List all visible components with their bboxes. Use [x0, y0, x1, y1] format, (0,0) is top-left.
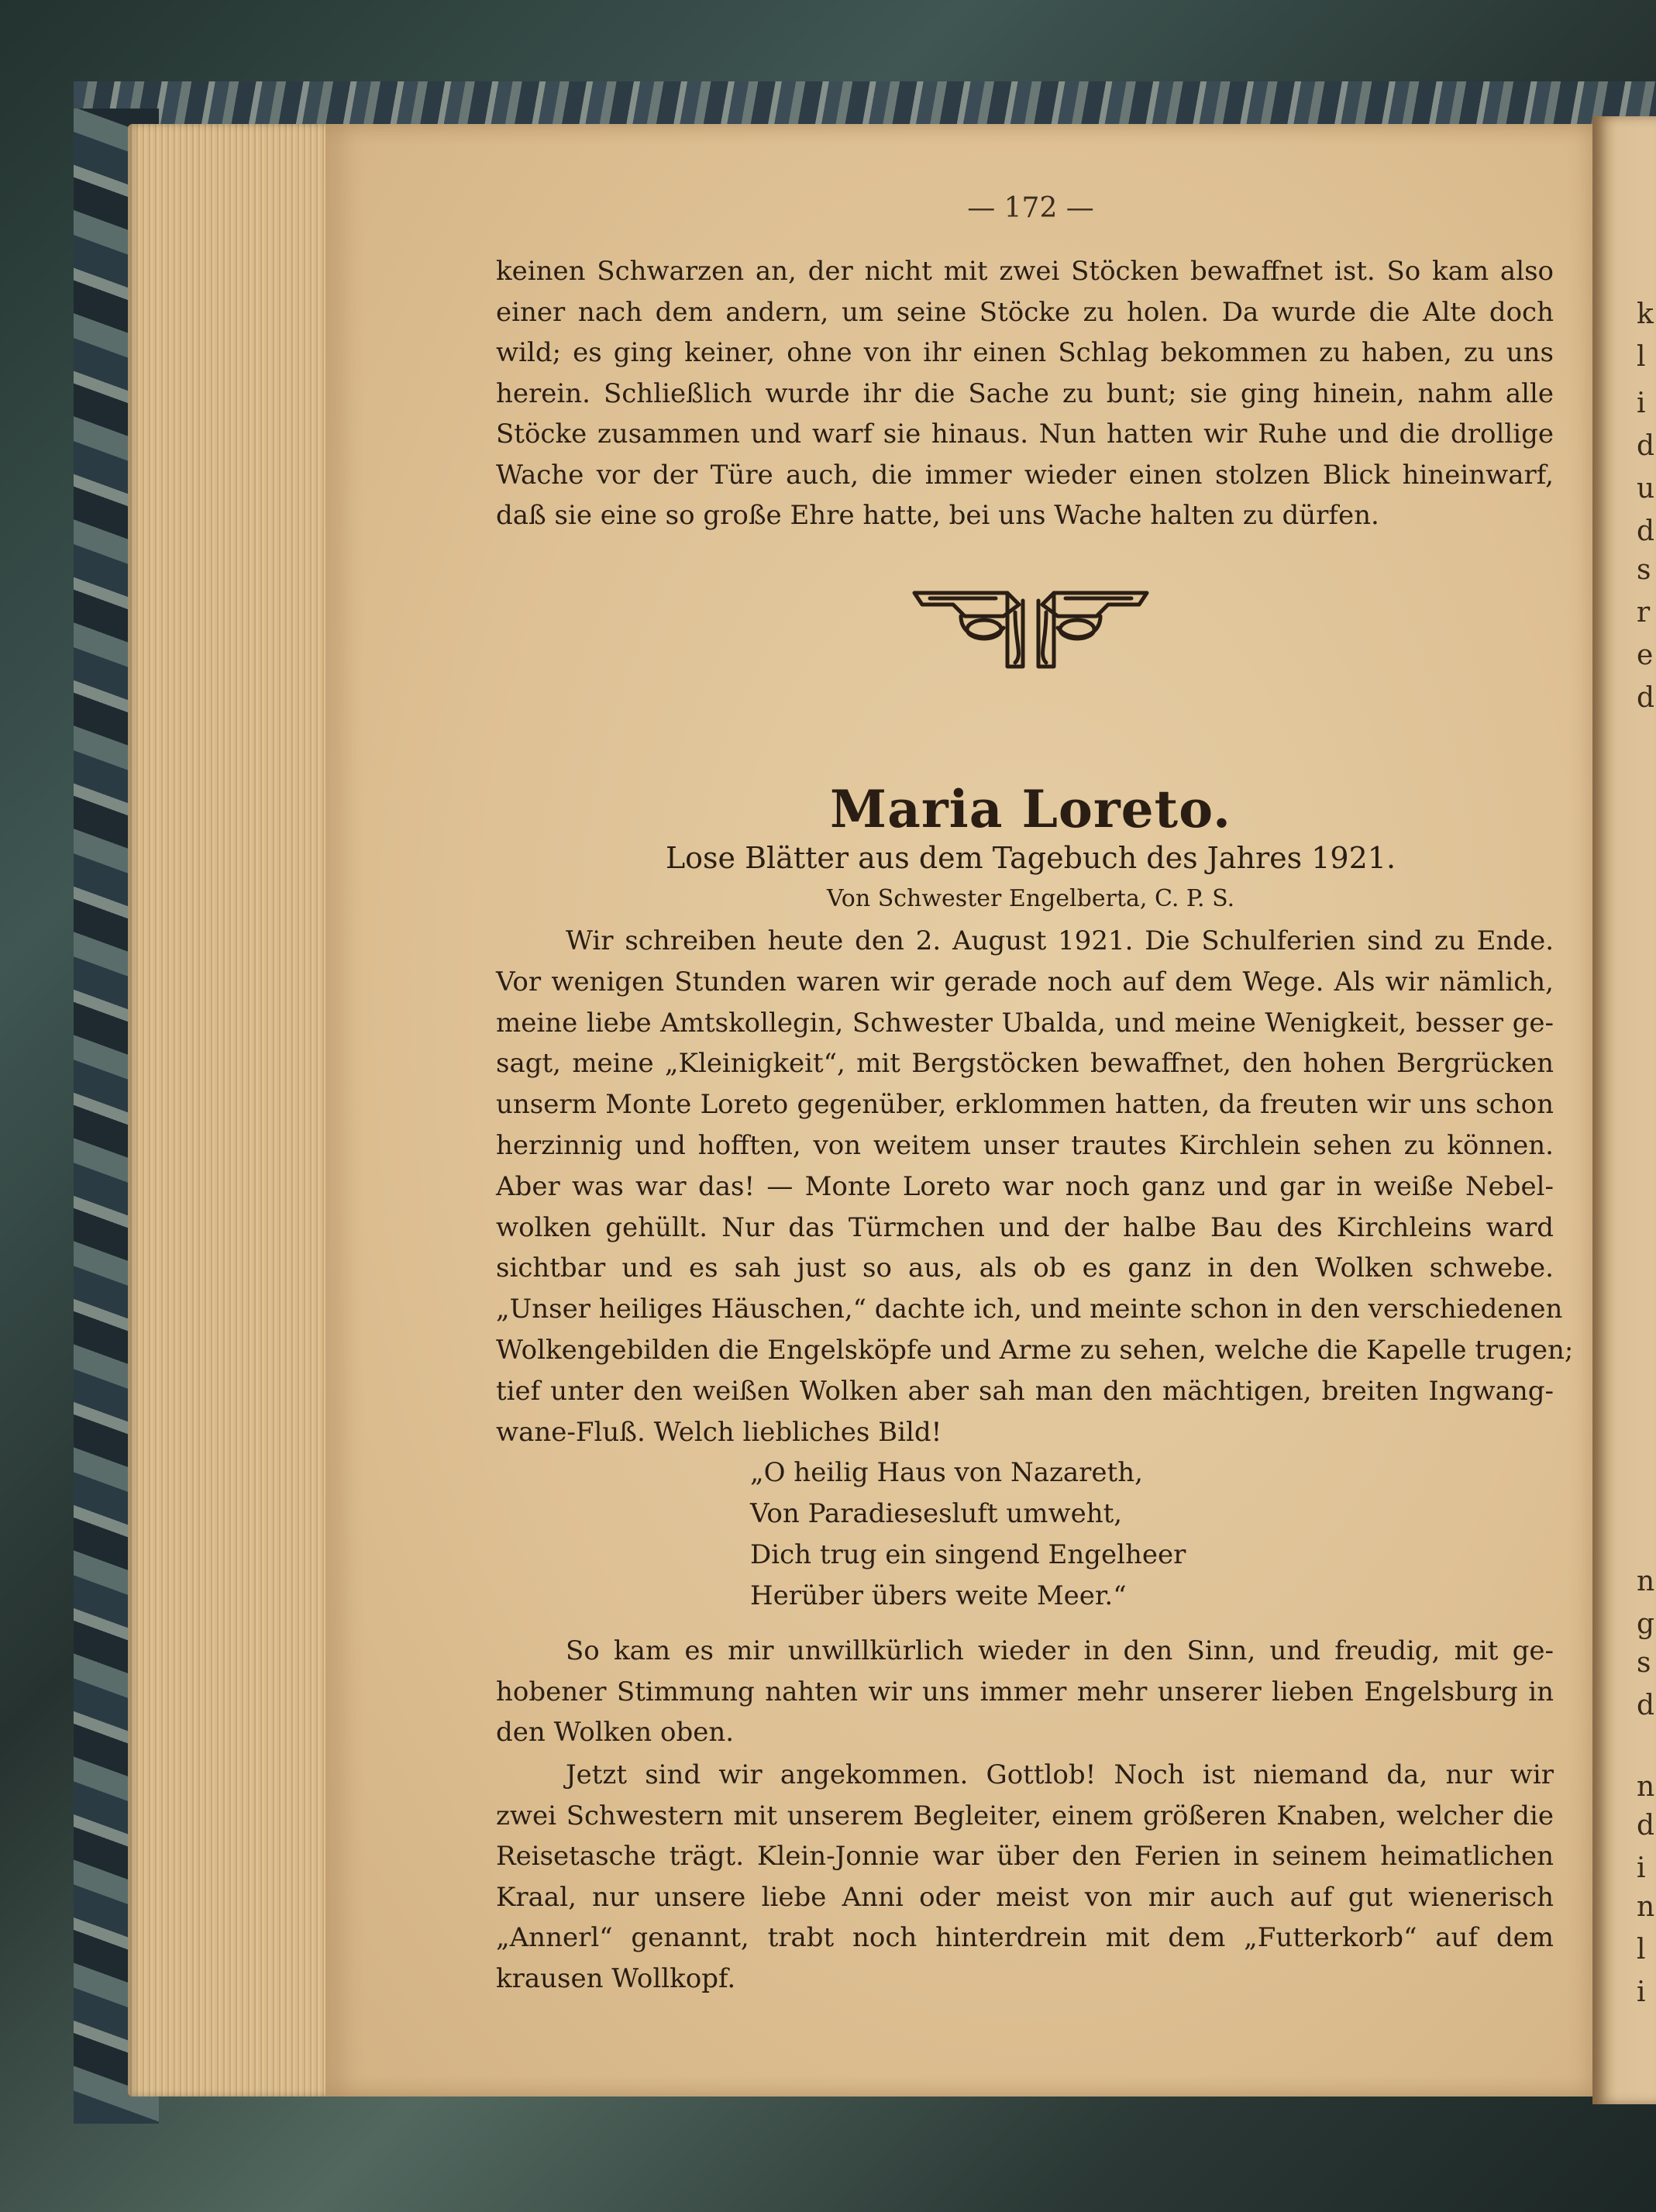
facing-page-letter: d: [1637, 682, 1655, 714]
text-line: Jetzt sind wir angekommen. Gottlob! Noch ist niemand da, nur wir: [566, 1759, 1554, 1790]
facing-page-letter: r: [1637, 597, 1651, 629]
poem-line: Herüber übers weite Meer.“: [750, 1580, 1127, 1611]
text-line: einer nach dem andern, um seine Stöcke zu holen. Da wurde die Alte doch: [496, 296, 1554, 328]
text-line: Wir schreiben heute den 2. August 1921. Die Schulferien sind zu Ende.: [566, 925, 1554, 956]
article-title: Maria Loreto.: [830, 779, 1231, 839]
facing-page-letter: i: [1637, 388, 1646, 419]
text-line: tief unter den weißen Wolken aber sah man den mächtigen, breiten Ingwang-: [496, 1375, 1554, 1407]
facing-page-letter: i: [1637, 1852, 1646, 1884]
text-line: wane-Fluß. Welch liebliches Bild!: [496, 1416, 942, 1448]
text-line: herzinnig und hofften, von weitem unser trautes Kirchlein sehen zu können.: [496, 1130, 1554, 1161]
text-line: Reisetasche trägt. Klein-Jonnie war über den Ferien in seinem heimatlichen: [496, 1841, 1554, 1872]
facing-page-letter: d: [1637, 430, 1655, 462]
facing-page-letter: d: [1637, 1690, 1655, 1721]
text-line: krausen Wollkopf.: [496, 1962, 736, 1994]
text-line: „Annerl“ genannt, trabt noch hinterdrein mit dem „Futterkorb“ auf dem: [496, 1922, 1554, 1953]
facing-page-letter: n: [1637, 1566, 1655, 1597]
text-line: wolken gehüllt. Nur das Türmchen und der halbe Bau des Kirchleins ward: [496, 1211, 1554, 1243]
text-line: So kam es mir unwillkürlich wieder in den Sinn, und freudig, mit ge-: [566, 1635, 1554, 1666]
facing-page-letter: l: [1637, 1934, 1646, 1966]
facing-page-letter: i: [1637, 1976, 1646, 2008]
text-line: den Wolken oben.: [496, 1717, 735, 1748]
facing-page-letter: n: [1637, 1891, 1655, 1923]
facing-page-letter: s: [1637, 554, 1651, 586]
text-line: Stöcke zusammen und warf sie hinaus. Nun hatten wir Ruhe und die drollige: [496, 419, 1554, 450]
text-line: Vor wenigen Stunden waren wir gerade noch auf dem Wege. Als wir nämlich,: [496, 966, 1554, 997]
text-line: unserm Monte Loreto gegenüber, erklommen hatten, da freuten wir uns schon: [496, 1089, 1554, 1121]
facing-page-letter: g: [1637, 1608, 1655, 1640]
page-number: — 172 —: [967, 192, 1094, 224]
text-line: meine liebe Amtskollegin, Schwester Ubalda, und meine Wenigkeit, besser ge-: [496, 1007, 1554, 1039]
ornament-vignette: [907, 581, 1155, 670]
facing-page-letter: n: [1637, 1771, 1655, 1803]
poem-line: „O heilig Haus von Nazareth,: [750, 1457, 1143, 1488]
text-line: wild; es ging keiner, ohne von ihr einen Schlag bekommen zu haben, zu uns: [496, 337, 1554, 368]
text-line: daß sie eine so große Ehre hatte, bei uns Wache halten zu dürfen.: [496, 500, 1379, 531]
text-line: hobener Stimmung nahten wir uns immer mehr unserer lieben Engelsburg in: [496, 1676, 1554, 1707]
page-edges: [128, 124, 345, 2097]
text-line: herein. Schließlich wurde ihr die Sache zu bunt; sie ging hinein, nahm alle: [496, 377, 1554, 409]
facing-page-letter: l: [1637, 341, 1646, 373]
text-line: keinen Schwarzen an, der nicht mit zwei Stöcken bewaffnet ist. So kam also: [496, 256, 1554, 287]
text-line: Wolkengebilden die Engelsköpfe und Arme zu sehen, welche die Kapelle trugen;: [496, 1335, 1574, 1366]
poem-line: Dich trug ein singend Engelheer: [750, 1539, 1186, 1570]
facing-page-letter: d: [1637, 515, 1655, 547]
facing-page-letter: k: [1637, 298, 1654, 330]
article-byline: Von Schwester Engelberta, C. P. S.: [826, 885, 1235, 912]
text-line: zwei Schwestern mit unserem Begleiter, einem größeren Knaben, welcher die: [496, 1800, 1554, 1831]
text-line: „Unser heiliges Häuschen,“ dachte ich, und meinte schon in den verschiedenen: [496, 1294, 1563, 1325]
text-line: sagt, meine „Kleinigkeit“, mit Bergstöcken bewaffnet, den hohen Bergrücken: [496, 1048, 1554, 1080]
facing-page-letter: s: [1637, 1647, 1651, 1679]
facing-page-edge: [1592, 116, 1656, 2104]
text-line: Kraal, nur unsere liebe Anni oder meist von mir auch auf gut wienerisch: [496, 1881, 1554, 1913]
facing-page-letter: e: [1637, 639, 1654, 671]
facing-page-letter: d: [1637, 1810, 1655, 1842]
text-line: Wache vor der Türe auch, die immer wieder einen stolzen Blick hineinwarf,: [496, 459, 1554, 491]
poem-line: Von Paradiesesluft umweht,: [750, 1498, 1123, 1529]
facing-page-letter: u: [1637, 473, 1655, 505]
text-line: sichtbar und es sah just so aus, als ob es ganz in den Wolken schwebe.: [496, 1252, 1554, 1284]
book-cover-marbled-top: [74, 81, 1656, 128]
text-line: Aber was war das! — Monte Loreto war noch ganz und gar in weiße Nebel-: [496, 1170, 1554, 1202]
article-subtitle: Lose Blätter aus dem Tagebuch des Jahres 1921.: [665, 841, 1396, 875]
